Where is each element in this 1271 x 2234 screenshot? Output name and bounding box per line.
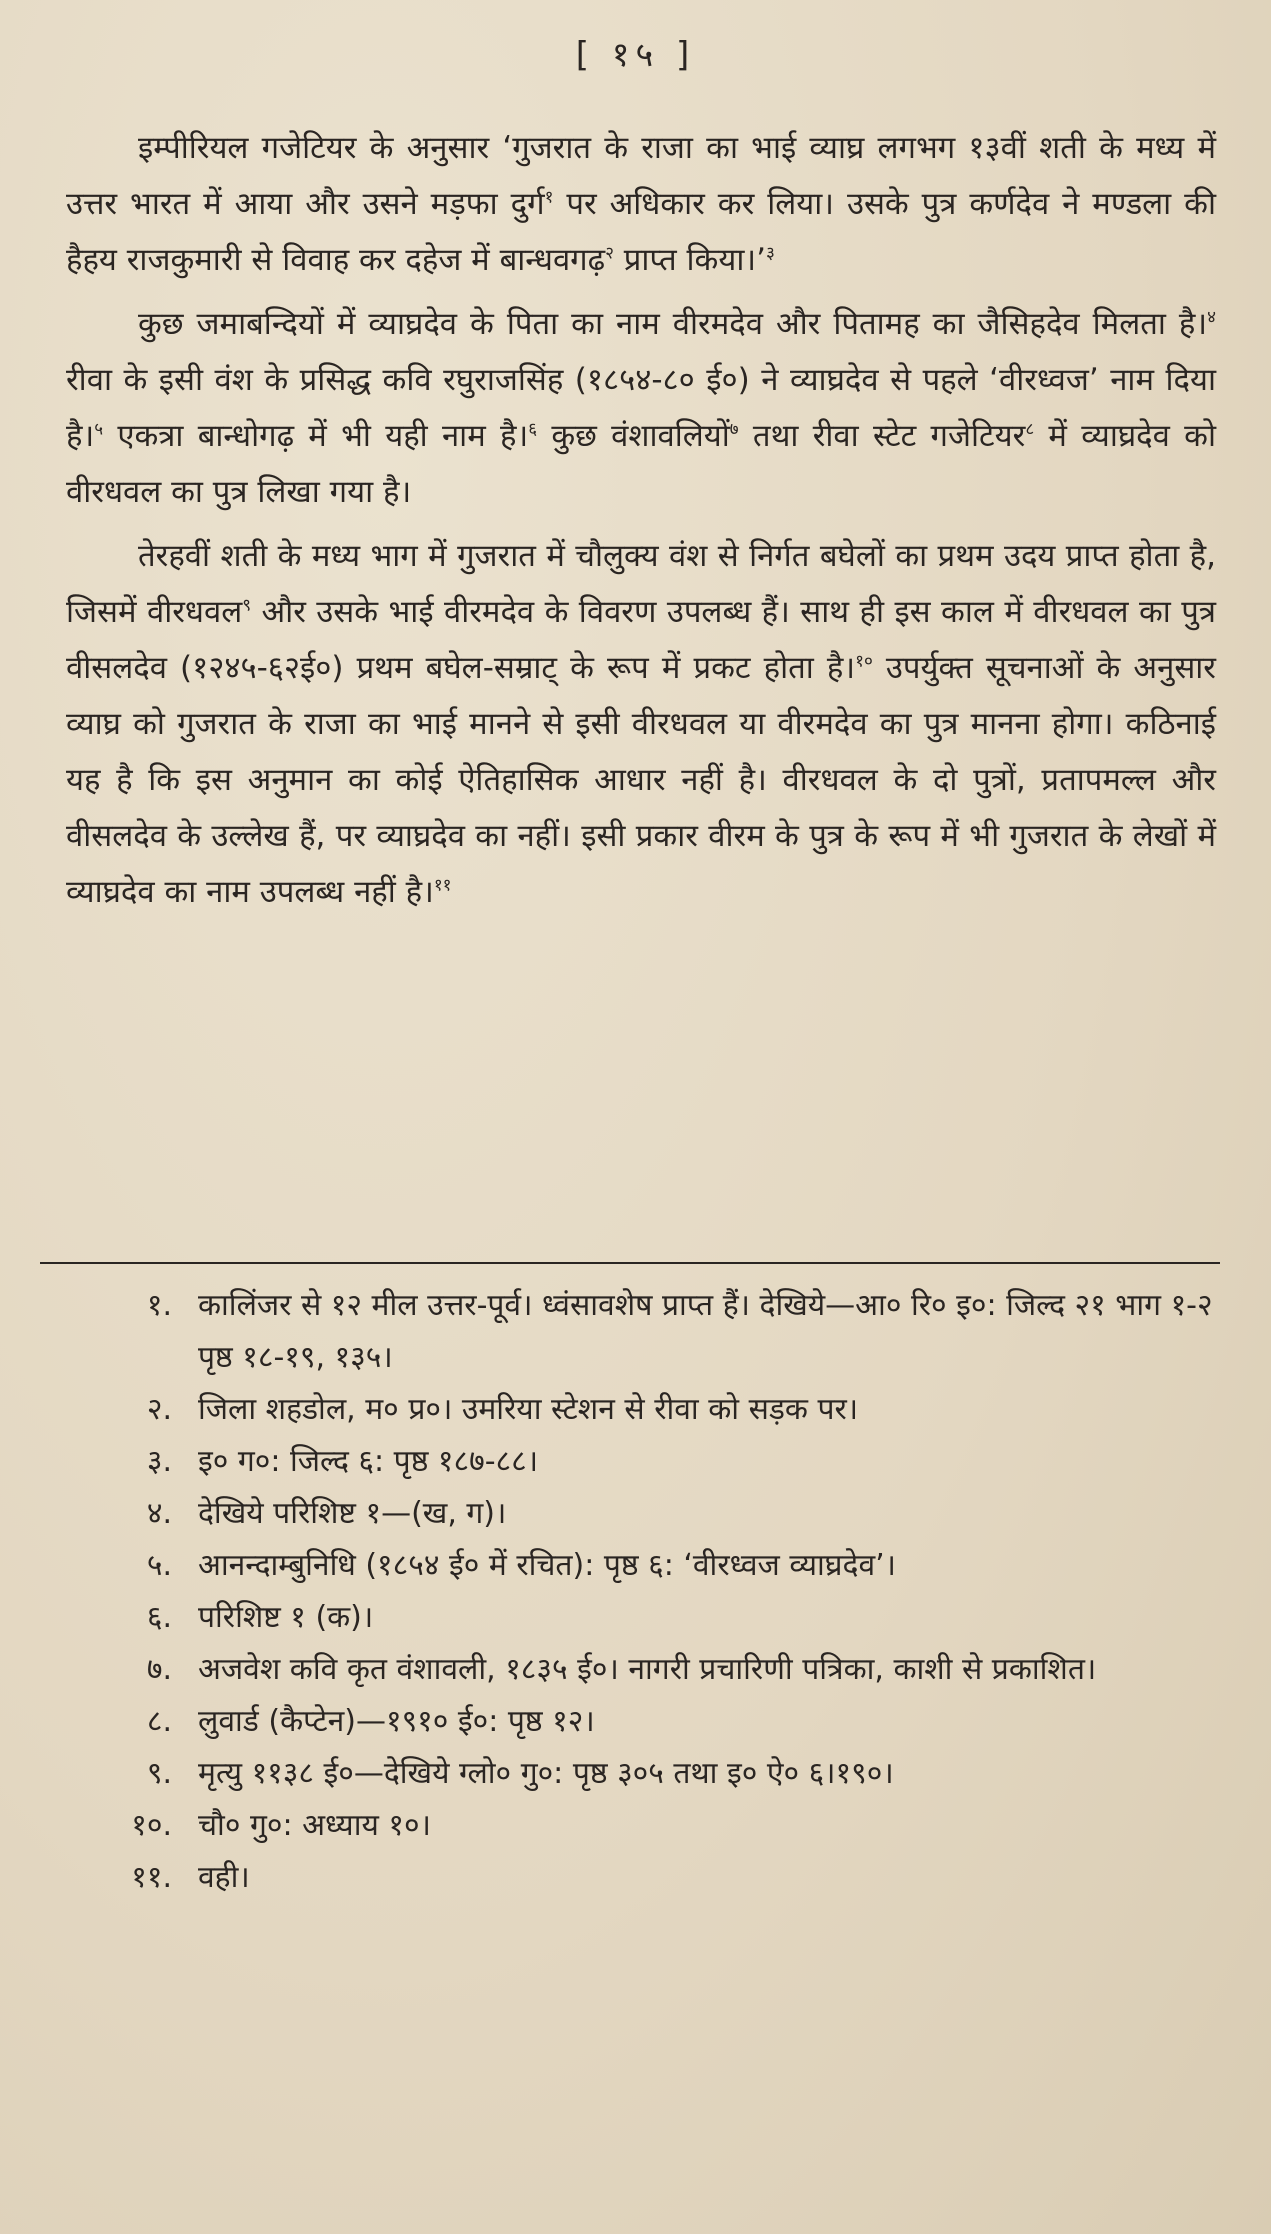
paragraph-text: रीवा के इसी वंश के प्रसिद्ध कवि रघुराजसिंह (१८५४-८० ई०) ने व्याघ्रदेव से पहले ‘वीरध्वज’ नाम दिया है। (66, 362, 1216, 454)
body-paragraph (66, 296, 1216, 520)
footnote-number: ३. (146, 1444, 172, 1479)
paragraph-text: कुछ जमाबन्दियों में व्याघ्रदेव के पिता का नाम वीरमदेव और पितामह का जैसिहदेव मिलता है। (138, 306, 1208, 342)
footnote-text: अजवेश कवि कृत वंशावली, १८३५ ई०। नागरी प्रचारिणी पत्रिका, काशी से प्रकाशित। (198, 1652, 1097, 1687)
footnote-reference: ३ (765, 243, 775, 264)
footnote-number: २. (146, 1392, 172, 1427)
paragraph-text: उपर्युक्त सूचनाओं के अनुसार व्याघ्र को गुजरात के राजा का भाई मानने से इसी वीरधवल या वीरमदेव का पुत्र मानना होगा। कठिनाई यह है कि इस अनुमान का कोई ऐतिहासिक आधार नहीं है। वीरधवल के दो पुत्रों, प्रतापमल्ल और वीसलदेव के उल्लेख हैं, पर व्याघ्रदेव का नहीं। इसी प्रकार वीरम के पुत्र के रूप में भी गुजरात के लेखों में व्याघ्रदेव का नाम उपलब्ध नहीं है। (66, 650, 1216, 910)
footnote-item (100, 1436, 1220, 1488)
footnote-item (100, 1644, 1220, 1696)
paragraph-text: तेरहवीं शती के मध्य भाग में गुजरात में चौलुक्य वंश से निर्गत बघेलों का प्रथम उदय प्राप्त होता है, जिसमें वीरधवल (66, 538, 1216, 630)
footnote-reference: १ (544, 187, 554, 208)
footnote-item (100, 1280, 1220, 1384)
footnote-number: १. (146, 1288, 172, 1323)
paragraph-text: में व्याघ्रदेव को वीरधवल का पुत्र लिखा गया है। (66, 418, 1216, 510)
body-paragraph (66, 120, 1216, 288)
footnote-number: ७. (146, 1652, 172, 1687)
footnote-text: आनन्दाम्बुनिधि (१८५४ ई० में रचित): पृष्ठ ६: ‘वीरध्वज व्याघ्रदेव’। (198, 1548, 897, 1583)
footnote-item (100, 1748, 1220, 1800)
footnote-text: लुवार्ड (कैप्टेन)—१९१० ई०: पृष्ठ १२। (198, 1704, 595, 1739)
footnotes-list (100, 1280, 1220, 1904)
footnote-divider (40, 1262, 1220, 1264)
paragraph-text: पर अधिकार कर लिया। उसके पुत्र कर्णदेव ने मण्डला की हैहय राजकुमारी से विवाह कर दहेज में बान्धवगढ़ (66, 186, 1216, 278)
footnote-reference: ७ (729, 419, 739, 440)
footnote-reference: १० (855, 651, 873, 672)
paragraph-text: तथा रीवा स्टेट गजेटियर (738, 418, 1026, 454)
footnote-item (100, 1696, 1220, 1748)
footnote-reference: २ (605, 243, 614, 264)
footnote-item (100, 1852, 1220, 1904)
paragraph-text: कुछ वंशावलियों (537, 418, 730, 454)
body-text (66, 120, 1216, 928)
paragraph-text: और उसके भाई वीरमदेव के विवरण उपलब्ध हैं। साथ ही इस काल में वीरधवल का पुत्र वीसलदेव (१२४५-६२ई०) प्रथम बघेल-सम्राट् के रूप में प्रकट होता है। (66, 594, 1216, 686)
footnote-text: वही। (198, 1860, 250, 1895)
footnote-item (100, 1384, 1220, 1436)
footnote-text: इ० ग०: जिल्द ६: पृष्ठ १८७-८८। (198, 1444, 539, 1479)
footnote-text: चौ० गु०: अध्याय १०। (198, 1808, 431, 1843)
footnote-text: परिशिष्ट १ (क)। (198, 1600, 374, 1635)
footnote-item (100, 1540, 1220, 1592)
footnote-number: ८. (146, 1704, 172, 1739)
footnote-number: १०. (131, 1808, 172, 1843)
footnote-item (100, 1488, 1220, 1540)
footnote-reference: ६ (528, 419, 538, 440)
footnote-reference: ८ (1025, 419, 1035, 440)
paragraph-text: एकत्रा बान्धोगढ़ में भी यही नाम है। (103, 418, 529, 454)
paragraph-text: इम्पीरियल गजेटियर के अनुसार ‘गुजरात के राजा का भाई व्याघ्र लगभग १३वीं शती के मध्य में उत्तर भारत में आया और उसने मड़फा दुर्ग (66, 130, 1216, 222)
footnote-number: ५. (146, 1548, 172, 1583)
footnote-text: जिला शहडोल, म० प्र०। उमरिया स्टेशन से रीवा को सड़क पर। (198, 1392, 859, 1427)
footnote-number: ११. (131, 1860, 172, 1895)
footnote-number: ४. (146, 1496, 172, 1531)
paragraph-text: प्राप्त किया।’ (613, 242, 766, 278)
footnote-reference: ५ (94, 419, 104, 440)
footnote-reference: ४ (1207, 307, 1216, 328)
footnote-number: ६. (146, 1600, 172, 1635)
footnote-item (100, 1592, 1220, 1644)
footnote-text: मृत्यु ११३८ ई०—देखिये ग्लो० गु०: पृष्ठ ३०५ तथा इ० ऐ० ६।१९०। (198, 1756, 894, 1791)
footnote-text: कालिंजर से १२ मील उत्तर-पूर्व। ध्वंसावशेष प्राप्त हैं। देखिये—आ० रि० इ०: जिल्द २१ भाग १-२ पृष्ठ १८-१९, १३५। (198, 1288, 1213, 1375)
footnote-item (100, 1800, 1220, 1852)
footnote-reference: ११ (433, 875, 452, 896)
body-paragraph (66, 528, 1216, 920)
page-number: [ १५ ] (575, 35, 696, 75)
footnote-reference: ९ (242, 595, 252, 616)
footnote-text: देखिये परिशिष्ट १—(ख, ग)। (198, 1496, 507, 1531)
footnote-number: ९. (146, 1756, 172, 1791)
